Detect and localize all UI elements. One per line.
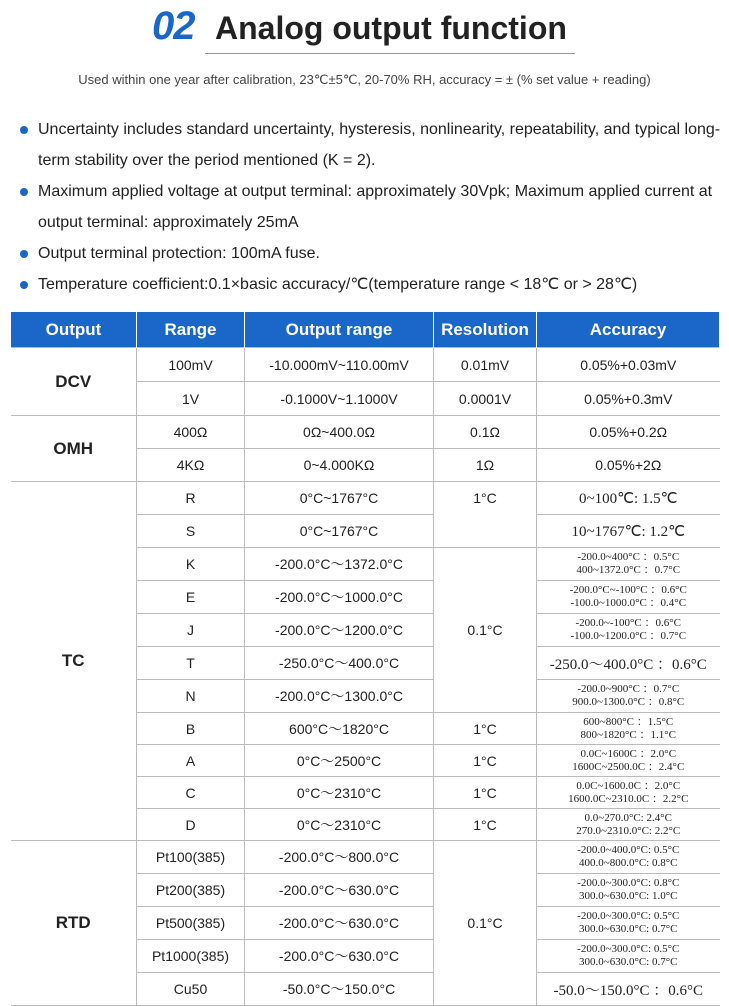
accuracy-cell: -200.0~300.0°C: 0.8°C 300.0~630.0°C: 1.0°C bbox=[537, 874, 720, 907]
range-cell: N bbox=[137, 680, 245, 713]
table-row bbox=[11, 482, 720, 515]
output-range-cell: 0°C～2310°C bbox=[245, 777, 434, 809]
range-cell: 100mV bbox=[137, 348, 245, 382]
accuracy-cell: -200.0~400.0°C: 0.5°C 400.0~800.0°C: 0.8°C bbox=[537, 841, 720, 874]
bullet-dot-icon bbox=[20, 250, 28, 258]
table-row bbox=[11, 841, 720, 874]
accuracy-cell: 0.0~270.0°C: 2.4°C 270.0~2310.0°C: 2.2°C bbox=[537, 809, 720, 841]
col-header-resolution: Resolution bbox=[434, 312, 537, 348]
accuracy-cell: 0.0C~1600.0C ：2.0°C 1600.0C~2310.0C ：2.2°C bbox=[537, 777, 720, 809]
resolution-cell: 0.01mV bbox=[434, 348, 537, 382]
accuracy-cell: -200.0°C~-100°C ：0.6°C -100.0~1000.0°C ：0.4°C bbox=[537, 581, 720, 614]
resolution-cell: 0.0001V bbox=[434, 382, 537, 416]
output-range-cell: -200.0°C～630.0°C bbox=[245, 940, 434, 973]
resolution-cell: 0.1°C bbox=[434, 548, 537, 713]
range-cell: 400Ω bbox=[137, 416, 245, 449]
group-rtd: RTD bbox=[11, 841, 137, 1006]
bullet-dot-icon bbox=[20, 126, 28, 134]
bullet-item: Maximum applied voltage at output terminal: approximately 30Vpk; Maximum applied current at output terminal: approximately 25mA bbox=[20, 176, 725, 238]
resolution-cell: 1°C bbox=[434, 777, 537, 809]
table-row bbox=[11, 348, 720, 382]
range-cell: K bbox=[137, 548, 245, 581]
title-underline bbox=[205, 53, 575, 54]
output-range-cell: -200.0°C～630.0°C bbox=[245, 907, 434, 940]
resolution-cell: 1°C bbox=[434, 745, 537, 777]
output-range-cell: 0Ω~400.0Ω bbox=[245, 416, 434, 449]
range-cell: Pt200(385) bbox=[137, 874, 245, 907]
output-range-cell: -200.0°C～1200.0°C bbox=[245, 614, 434, 647]
range-cell: R bbox=[137, 482, 245, 515]
range-cell: C bbox=[137, 777, 245, 809]
resolution-cell: 0.1°C bbox=[434, 841, 537, 1006]
resolution-cell: 1°C bbox=[434, 713, 537, 745]
range-cell: T bbox=[137, 647, 245, 680]
resolution-cell: 0.1Ω bbox=[434, 416, 537, 449]
range-cell: Pt100(385) bbox=[137, 841, 245, 874]
accuracy-cell: 10~1767℃: 1.2℃ bbox=[537, 515, 720, 548]
group-omh: OMH bbox=[11, 416, 137, 482]
col-header-output-range: Output range bbox=[245, 312, 434, 348]
output-range-cell: -200.0°C～800.0°C bbox=[245, 841, 434, 874]
output-range-cell: 0°C～2310°C bbox=[245, 809, 434, 841]
range-cell: 4KΩ bbox=[137, 449, 245, 482]
spec-bullet-list bbox=[20, 114, 725, 300]
bullet-item: Output terminal protection: 100mA fuse. bbox=[20, 238, 725, 269]
section-header bbox=[0, 0, 729, 60]
resolution-cell: 1Ω bbox=[434, 449, 537, 482]
bullet-item: Uncertainty includes standard uncertainty, hysteresis, nonlinearity, repeatability, and typical long-term stability over the period mentioned (K = 2). bbox=[20, 114, 725, 176]
output-range-cell: 0°C~1767°C bbox=[245, 482, 434, 515]
accuracy-cell: 0.05%+0.03mV bbox=[537, 348, 720, 382]
accuracy-cell: 0.0C~1600C ：2.0°C 1600C~2500.0C ：2.4°C bbox=[537, 745, 720, 777]
resolution-cell: 1°C bbox=[434, 809, 537, 841]
col-header-accuracy: Accuracy bbox=[537, 312, 720, 348]
accuracy-cell: -50.0～150.0°C ：0.6°C bbox=[537, 973, 720, 1006]
accuracy-cell: 0.05%+2Ω bbox=[537, 449, 720, 482]
output-range-cell: 0°C~1767°C bbox=[245, 515, 434, 548]
section-title: Analog output function bbox=[215, 10, 567, 46]
accuracy-cell: 0.05%+0.3mV bbox=[537, 382, 720, 416]
output-range-cell: -50.0°C～150.0°C bbox=[245, 973, 434, 1006]
group-dcv: DCV bbox=[11, 348, 137, 416]
accuracy-cell: -250.0～400.0°C ：0.6°C bbox=[537, 647, 720, 680]
output-range-cell: -200.0°C～1000.0°C bbox=[245, 581, 434, 614]
output-range-cell: -250.0°C～400.0°C bbox=[245, 647, 434, 680]
range-cell: Pt500(385) bbox=[137, 907, 245, 940]
bullet-item: Temperature coefficient:0.1×basic accuracy/℃(temperature range < 18℃ or > 28℃) bbox=[20, 269, 725, 300]
range-cell: J bbox=[137, 614, 245, 647]
output-range-cell: -200.0°C～1372.0°C bbox=[245, 548, 434, 581]
range-cell: A bbox=[137, 745, 245, 777]
output-range-cell: 0°C～2500°C bbox=[245, 745, 434, 777]
bullet-dot-icon bbox=[20, 188, 28, 196]
accuracy-cell: -200.0~300.0°C: 0.5°C 300.0~630.0°C: 0.7°C bbox=[537, 940, 720, 973]
analog-output-spec-table bbox=[10, 312, 720, 1006]
accuracy-cell: 0.05%+0.2Ω bbox=[537, 416, 720, 449]
range-cell: Cu50 bbox=[137, 973, 245, 1006]
range-cell: S bbox=[137, 515, 245, 548]
accuracy-cell: 600~800°C ：1.5°C 800~1820°C ：1.1°C bbox=[537, 713, 720, 745]
output-range-cell: -200.0°C～1300.0°C bbox=[245, 680, 434, 713]
range-cell: E bbox=[137, 581, 245, 614]
table-header-row bbox=[11, 312, 720, 348]
output-range-cell: 0~4.000KΩ bbox=[245, 449, 434, 482]
bullet-dot-icon bbox=[20, 281, 28, 289]
table-row bbox=[11, 416, 720, 449]
group-tc: TC bbox=[11, 482, 137, 841]
output-range-cell: 600°C～1820°C bbox=[245, 713, 434, 745]
accuracy-cell: -200.0~900°C ：0.7°C 900.0~1300.0°C ：0.8°C bbox=[537, 680, 720, 713]
range-cell: Pt1000(385) bbox=[137, 940, 245, 973]
output-range-cell: -10.000mV~110.00mV bbox=[245, 348, 434, 382]
accuracy-cell: 0~100℃: 1.5℃ bbox=[537, 482, 720, 515]
accuracy-cell: -200.0~400°C ：0.5°C 400~1372.0°C ：0.7°C bbox=[537, 548, 720, 581]
output-range-cell: -200.0°C～630.0°C bbox=[245, 874, 434, 907]
range-cell: D bbox=[137, 809, 245, 841]
accuracy-cell: -200.0~300.0°C: 0.5°C 300.0~630.0°C: 0.7°C bbox=[537, 907, 720, 940]
output-range-cell: -0.1000V~1.1000V bbox=[245, 382, 434, 416]
calibration-note: Used within one year after calibration, 23℃±5℃, 20-70% RH, accuracy = ± (% set value + reading) bbox=[78, 72, 651, 87]
resolution-cell: 1°C bbox=[434, 482, 537, 548]
col-header-output: Output bbox=[11, 312, 137, 348]
col-header-range: Range bbox=[137, 312, 245, 348]
accuracy-cell: -200.0~-100°C ：0.6°C -100.0~1200.0°C ：0.7°C bbox=[537, 614, 720, 647]
range-cell: B bbox=[137, 713, 245, 745]
section-number: 02 bbox=[152, 4, 195, 48]
range-cell: 1V bbox=[137, 382, 245, 416]
